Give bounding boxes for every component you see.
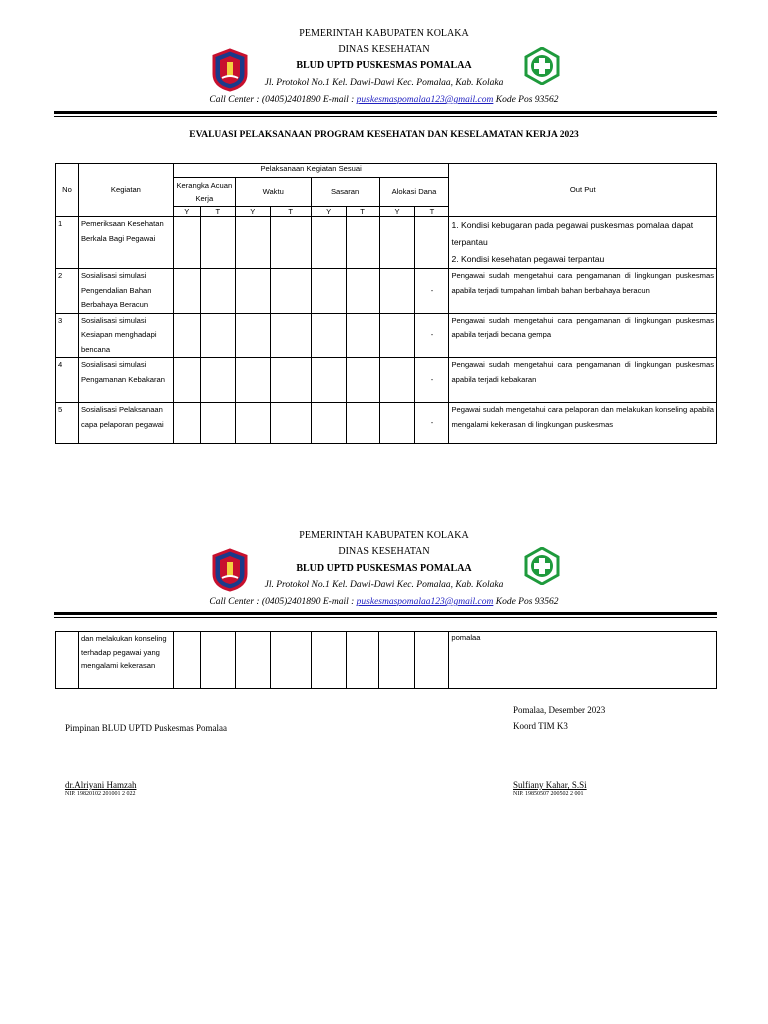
row-output-cont: pomalaa	[449, 632, 717, 689]
header-waktu: Waktu	[235, 178, 311, 207]
header-kak: Kerangka Acuan Kerja	[173, 178, 235, 207]
institution-name: BLUD UPTD PUSKESMAS POMALAA	[296, 563, 472, 574]
row-no: 5	[56, 403, 79, 444]
header-t: T	[270, 207, 311, 217]
gov-name: PEMERINTAH KABUPATEN KOLAKA	[299, 530, 469, 541]
row-dana	[415, 217, 449, 269]
row-kegiatan-cont: dan melakukan konseling terhadap pegawai yang mengalami kekerasan	[78, 632, 173, 689]
email-link[interactable]: puskesmaspomalaa123@gmail.com	[356, 95, 494, 105]
header-rule	[54, 111, 717, 114]
header-alokasi: Alokasi Dana	[379, 178, 449, 207]
row-no: 2	[56, 269, 79, 314]
row-kegiatan: Pemeriksaan Kesehatan Berkala Bagi Pegawai	[78, 217, 173, 269]
contact-line	[0, 95, 768, 105]
header-rule-thin	[54, 116, 717, 117]
table-row	[56, 313, 717, 358]
header-y: Y	[173, 207, 200, 217]
contact-suffix: Kode Pos 93562	[493, 95, 559, 105]
agency-name: DINAS KESEHATAN	[338, 546, 430, 557]
row-dana: -	[415, 358, 449, 403]
row-output	[449, 217, 717, 269]
header-no: No	[56, 164, 79, 217]
header-rule	[54, 612, 717, 615]
contact-suffix: Kode Pos 93562	[493, 597, 559, 607]
header-kegiatan: Kegiatan	[78, 164, 173, 217]
table-row	[56, 632, 717, 689]
row-output: Pegawai sudah mengetahui cara pelaporan dan melakukan konseling apabila mengalami kekerasan di lingkungan puskesmas	[449, 403, 717, 444]
institution-name: BLUD UPTD PUSKESMAS POMALAA	[296, 60, 472, 71]
table-row	[56, 403, 717, 444]
row-output: Pengawai sudah mengetahui cara pengamanan di lingkungan puskesmas apabila terjadi tumpahan limbah bahan berbahaya beracun	[449, 269, 717, 314]
header-t: T	[200, 207, 235, 217]
row-kegiatan: Sosialisasi simulasi Pengendalian Bahan Berbahaya Beracun	[78, 269, 173, 314]
right-signatory-name: Sulfiany Kahar, S.Si	[513, 780, 587, 790]
left-role: Pimpinan BLUD UPTD Puskesmas Pomalaa	[65, 723, 227, 733]
header-group: Pelaksanaan Kegiatan Sesuai	[173, 164, 449, 178]
row-output: Pengawai sudah mengetahui cara pengamanan di lingkungan puskesmas apabila terjadi becana gempa	[449, 313, 717, 358]
place-date: Pomalaa, Desember 2023	[513, 705, 606, 715]
row-no: 1	[56, 217, 79, 269]
evaluation-table	[55, 163, 717, 444]
continuation-table	[55, 631, 717, 689]
address: Jl. Protokol No.1 Kel. Dawi-Dawi Kec. Pomalaa, Kab. Kolaka	[264, 78, 504, 88]
table-row	[56, 269, 717, 314]
agency-name: DINAS KESEHATAN	[338, 44, 430, 55]
contact-prefix: Call Center : (0405)2401890 E-mail :	[209, 597, 357, 607]
header-output: Out Put	[449, 164, 717, 217]
left-nip: NIP. 19820102 201001 2 022	[65, 791, 136, 797]
table-row	[56, 217, 717, 269]
header-t: T	[415, 207, 449, 217]
gov-name: PEMERINTAH KABUPATEN KOLAKA	[299, 28, 469, 39]
header-t: T	[346, 207, 379, 217]
header-y: Y	[379, 207, 415, 217]
table-row	[56, 358, 717, 403]
right-nip: NIP. 19850507 200502 2 001	[513, 791, 584, 797]
row-no: 3	[56, 313, 79, 358]
row-kegiatan: Sosialisasi simulasi Pengamanan Kebakaran	[78, 358, 173, 403]
page-title: EVALUASI PELAKSANAAN PROGRAM KESEHATAN DAN KESELAMATAN KERJA 2023	[189, 130, 579, 140]
output-item: 1. Kondisi kebugaran pada pegawai puskesmas pomalaa dapat terpantau	[451, 220, 694, 247]
header-rule-thin	[54, 617, 717, 618]
row-dana: -	[415, 403, 449, 444]
email-link[interactable]: puskesmaspomalaa123@gmail.com	[356, 597, 494, 607]
contact-prefix: Call Center : (0405)2401890 E-mail :	[209, 95, 357, 105]
left-signatory-name: dr.Alriyani Hamzah	[65, 780, 137, 790]
row-kegiatan: Sosialisasi simulasi Kesiapan menghadapi bencana	[78, 313, 173, 358]
row-dana: -	[415, 313, 449, 358]
header-sasaran: Sasaran	[311, 178, 379, 207]
header-y: Y	[235, 207, 270, 217]
output-item: 2. Kondisi kesehatan pegawai terpantau	[451, 254, 605, 264]
row-kegiatan: Sosialisasi Pelaksanaan capa pelaporan pegawai	[78, 403, 173, 444]
address: Jl. Protokol No.1 Kel. Dawi-Dawi Kec. Pomalaa, Kab. Kolaka	[264, 580, 504, 590]
header-y: Y	[311, 207, 346, 217]
row-dana: -	[415, 269, 449, 314]
contact-line	[0, 597, 768, 607]
row-output: Pengawai sudah mengetahui cara pengamanan di lingkungan puskesmas apabila terjadi kebakaran	[449, 358, 717, 403]
row-no: 4	[56, 358, 79, 403]
right-role: Koord TIM K3	[513, 721, 568, 731]
